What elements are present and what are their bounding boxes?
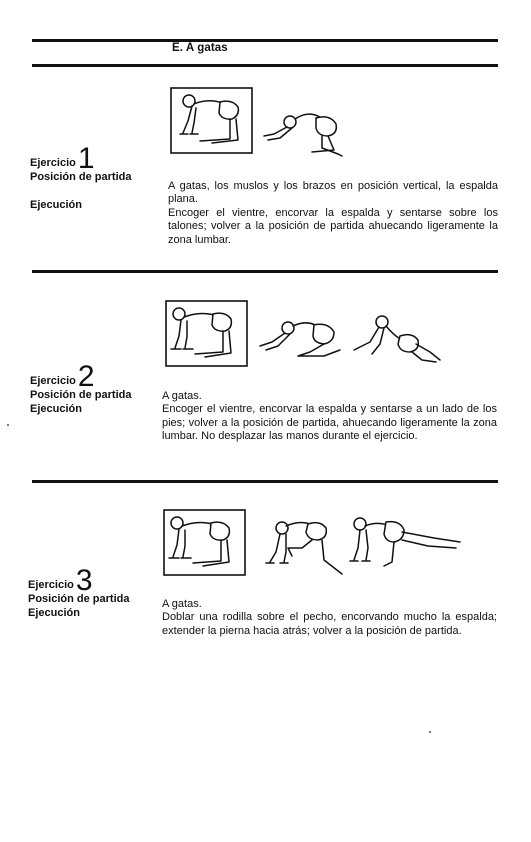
exercise-2-illustration-start bbox=[165, 300, 249, 368]
scan-speck bbox=[429, 731, 431, 733]
exercise-3-heading: Ejercicio bbox=[28, 579, 74, 591]
top-rule bbox=[32, 39, 498, 42]
exercise-3-execution-text: Doblar una rodilla sobre el pecho, encorvando mucho la espalda; extender la pierna hacia atrás; volver a la posición de partida. bbox=[162, 611, 497, 637]
exercise-2-start-label: Posición de partida bbox=[30, 389, 132, 401]
exercise-1-execution-text: Encoger el vientre, encorvar la espalda y sentarse sobre los talones; volver a la posición de partida ahuecando ligeramente la zona lumbar. bbox=[168, 206, 498, 246]
exercise-2-illustration-mid bbox=[258, 316, 344, 362]
exercise-1-number: 1 bbox=[77, 142, 95, 175]
exercise-3-labels bbox=[28, 564, 130, 620]
divider-1 bbox=[32, 270, 498, 273]
exercise-2-execution-text: Encoger el vientre, encorvar la espalda y sentarse a un lado de los pies; volver a la posición de partida, ahuecando ligeramente la zona lumbar. No desplazar las manos durante el ejercicio. bbox=[162, 403, 497, 443]
exercise-2-labels bbox=[30, 360, 132, 416]
divider-2 bbox=[32, 480, 498, 483]
exercise-1-execution-label: Ejecución bbox=[30, 199, 82, 211]
exercise-3-number: 3 bbox=[75, 564, 93, 597]
exercise-1-start-label: Posición de partida bbox=[30, 171, 132, 183]
exercise-2-start-text: A gatas. bbox=[162, 390, 202, 402]
exercise-3-start-text: A gatas. bbox=[162, 598, 202, 610]
exercise-2-number: 2 bbox=[77, 360, 95, 393]
exercise-1-illustration-start bbox=[170, 87, 254, 155]
exercise-3-illustration-extend bbox=[348, 512, 464, 574]
exercise-2-text bbox=[162, 390, 497, 444]
exercise-1-text bbox=[168, 180, 498, 247]
exercise-1-labels bbox=[30, 142, 132, 212]
exercise-2-heading: Ejercicio bbox=[30, 375, 76, 387]
exercise-1-illustration-execution bbox=[262, 104, 344, 160]
header-bottom-rule bbox=[32, 64, 498, 67]
exercise-3-start-label: Posición de partida bbox=[28, 593, 130, 605]
exercise-3-illustration-start bbox=[163, 509, 247, 577]
exercise-2-illustration-end bbox=[350, 308, 442, 368]
exercise-3-execution-label: Ejecución bbox=[28, 607, 80, 619]
section-title: E. A gatas bbox=[172, 42, 228, 54]
exercise-1-heading: Ejercicio bbox=[30, 157, 76, 169]
exercise-2-execution-label: Ejecución bbox=[30, 403, 82, 415]
scan-speck bbox=[7, 424, 9, 426]
exercise-3-text bbox=[162, 598, 497, 638]
exercise-3-illustration-knee bbox=[262, 516, 346, 582]
exercise-1-start-text: A gatas, los muslos y los brazos en posición vertical, la espalda plana. bbox=[168, 180, 498, 206]
